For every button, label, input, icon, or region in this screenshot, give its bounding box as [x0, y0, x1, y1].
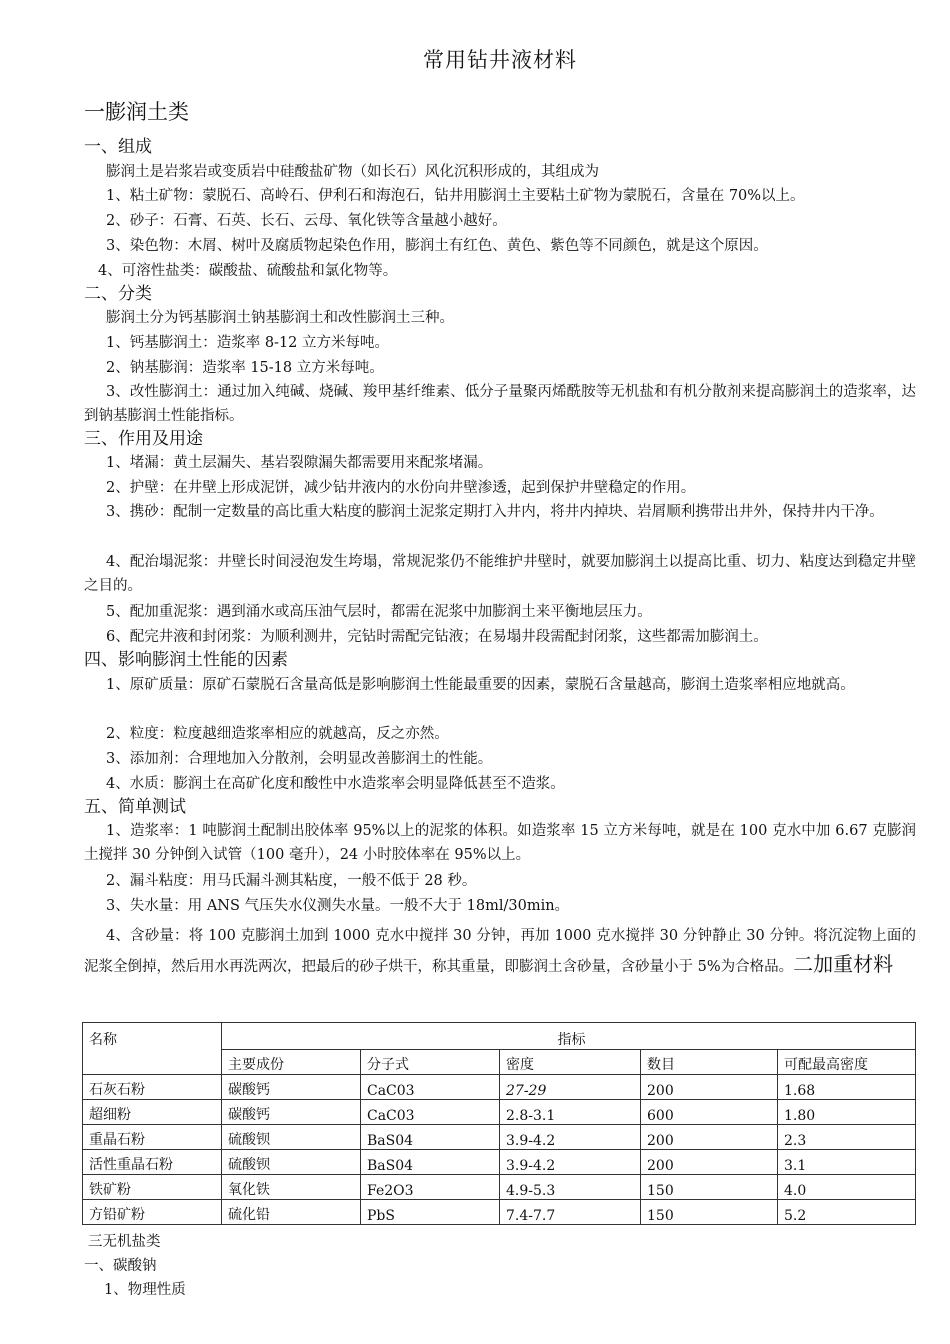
table-cell: 重晶石粉 — [83, 1125, 222, 1150]
table-header-row — [83, 1023, 916, 1050]
table-row — [83, 1075, 916, 1100]
list-item: 2、漏斗粘度：用马氏漏斗测其粘度，一般不低于 28 秒。 — [106, 873, 477, 889]
table-cell: BaS04 — [361, 1150, 500, 1175]
table-cell: BaS04 — [361, 1125, 500, 1150]
list-item: 3、失水量：用 ANS 气压失水仪测失水量。一般不大于 18ml/30min。 — [106, 898, 570, 914]
list-item: 3、染色物：木屑、树叶及腐质物起染色作用，膨润土有红色、黄色、紫色等不同颜色，就是这个原因。 — [106, 238, 768, 254]
list-item: 6、配完井液和封闭浆：为顺利测井，完钻时需配完钻液；在易塌井段需配封闭浆，这些都需加膨润土。 — [106, 629, 768, 645]
table-cell: 200 — [641, 1125, 778, 1150]
list-item — [84, 922, 916, 981]
list-item: 2、护壁：在井壁上形成泥饼，减少钻井液内的水份向井壁渗透，起到保护井壁稳定的作用。 — [106, 480, 696, 496]
table-cell: CaC03 — [361, 1075, 500, 1100]
subsection-heading-composition: 一、组成 — [84, 137, 152, 157]
document-title: 常用钻井液材料 — [423, 48, 577, 72]
table-row — [83, 1150, 916, 1175]
table-cell: 硫化铅 — [222, 1200, 361, 1225]
table-header-group: 指标 — [222, 1023, 916, 1050]
subsection-heading-uses: 三、作用及用途 — [84, 429, 203, 449]
table-cell: 超细粉 — [83, 1100, 222, 1125]
table-cell: 3.1 — [778, 1150, 916, 1175]
table-cell: 2.8-3.1 — [500, 1100, 641, 1125]
table-cell: 1.80 — [778, 1100, 916, 1125]
subsection-heading-classification: 二、分类 — [84, 284, 152, 304]
list-item: 2、砂子：石膏、石英、长石、云母、氧化铁等含量越小越好。 — [106, 213, 507, 229]
table-cell: 7.4-7.7 — [500, 1200, 641, 1225]
list-item: 1、物理性质 — [104, 1282, 186, 1298]
list-item: 3、添加剂：合理地加入分散剂，会明显改善膨润土的性能。 — [106, 751, 493, 767]
table-cell: 2.3 — [778, 1125, 916, 1150]
table-cell: 1.68 — [778, 1075, 916, 1100]
table-cell: 3.9-4.2 — [500, 1150, 641, 1175]
list-item: 4、配治塌泥浆：井壁长时间浸泡发生垮塌，常规泥浆仍不能维护井壁时，就要加膨润土以提高比重、切力、粘度达到稳定井壁之目的。 — [84, 554, 916, 594]
list-item: 4、水质：膨润土在高矿化度和酸性中水造浆率会明显降低甚至不造浆。 — [106, 776, 565, 792]
table-cell: 方铅矿粉 — [83, 1200, 222, 1225]
subsection-heading-factors: 四、影响膨润土性能的因素 — [84, 650, 288, 670]
table-cell: 150 — [641, 1175, 778, 1200]
column-header: 密度 — [500, 1050, 641, 1075]
test-sand-content-text: 4、含砂量：将 100 克膨润土加到 1000 克水中搅拌 30 分钟，再加 1000 克水搅拌 30 分钟静止 30 分钟。将沉淀物上面的泥浆全倒掉，然后用水再洗两次，把最后的砂子烘干，称其重量，即膨润土含砂量，含砂量小于 5%为合格品。 — [84, 928, 916, 975]
section-heading-weighting-materials: 二加重材料 — [793, 952, 894, 976]
column-header: 主要成份 — [222, 1050, 361, 1075]
section-heading-inorganic-salts: 三无机盐类 — [88, 1234, 161, 1250]
table-cell: 碳酸钙 — [222, 1075, 361, 1100]
column-header: 可配最高密度 — [778, 1050, 916, 1075]
list-item: 2、粒度：粒度越细造浆率相应的就越高，反之亦然。 — [106, 726, 449, 742]
weighting-materials-table — [82, 1022, 916, 1225]
list-item: 1、粘土矿物：蒙脱石、高岭石、伊利石和海泡石，钻井用膨润土主要粘土矿物为蒙脱石，含量在 70%以上。 — [106, 188, 805, 204]
table-row — [83, 1200, 916, 1225]
paragraph: 膨润土分为钙基膨润土钠基膨润土和改性膨润土三种。 — [106, 310, 454, 326]
table-cell: 石灰石粉 — [83, 1075, 222, 1100]
table-cell: 150 — [641, 1200, 778, 1225]
list-item: 3、改性膨润土：通过加入纯碱、烧碱、羧甲基纤维素、低分子量聚丙烯酰胺等无机盐和有机分散剂来提高膨润土的造浆率，达到钠基膨润土性能指标。 — [84, 384, 916, 424]
table-cell: CaC03 — [361, 1100, 500, 1125]
subsection-heading-tests: 五、简单测试 — [84, 797, 186, 817]
list-item: 1、堵漏：黄土层漏失、基岩裂隙漏失都需要用来配浆堵漏。 — [106, 455, 493, 471]
table-row — [83, 1175, 916, 1200]
list-item: 3、携砂：配制一定数量的高比重大粘度的膨润土泥浆定期打入井内，将井内掉块、岩屑顺利携带出井外，保持井内干净。 — [106, 504, 884, 520]
table-cell: 氧化铁 — [222, 1175, 361, 1200]
table-cell: 5.2 — [778, 1200, 916, 1225]
table-cell: 4.9-5.3 — [500, 1175, 641, 1200]
table-cell: 碳酸钙 — [222, 1100, 361, 1125]
list-item: 1、造浆率：1 吨膨润土配制出胶体率 95%以上的泥浆的体积。如造浆率 15 立方米每吨，就是在 100 克水中加 6.67 克膨润土搅拌 30 分钟倒入试管（100 毫升），24 小时胶体率在 95%以上。 — [84, 823, 916, 863]
column-header: 数目 — [641, 1050, 778, 1075]
list-item: 5、配加重泥浆：遇到涌水或高压油气层时，都需在泥浆中加膨润土来平衡地层压力。 — [106, 604, 652, 620]
subsection-heading-sodium-carbonate: 一、碳酸钠 — [84, 1258, 157, 1274]
table-cell: 硫酸钡 — [222, 1150, 361, 1175]
table-cell: 200 — [641, 1150, 778, 1175]
table-cell: 600 — [641, 1100, 778, 1125]
list-item: 1、原矿质量：原矿石蒙脱石含量高低是影响膨润土性能最重要的因素，蒙脱石含量越高，膨润土造浆率相应地就高。 — [106, 677, 855, 693]
table-cell: 27-29 — [500, 1075, 641, 1100]
list-item: 1、钙基膨润土：造浆率 8-12 立方米每吨。 — [106, 335, 390, 351]
table-row — [83, 1125, 916, 1150]
table-cell: 活性重晶石粉 — [83, 1150, 222, 1175]
table-row — [83, 1100, 916, 1125]
table-cell: 4.0 — [778, 1175, 916, 1200]
table-cell: 硫酸钡 — [222, 1125, 361, 1150]
list-item: 2、钠基膨润：造浆率 15-18 立方米每吨。 — [106, 360, 384, 376]
table-cell: 3.9-4.2 — [500, 1125, 641, 1150]
table-cell: Fe2O3 — [361, 1175, 500, 1200]
table-cell: PbS — [361, 1200, 500, 1225]
table-cell: 铁矿粉 — [83, 1175, 222, 1200]
table-header-name: 名称 — [83, 1023, 222, 1075]
list-item: 4、可溶性盐类：碳酸盐、硫酸盐和氯化物等。 — [98, 263, 398, 279]
section-heading-bentonite: 一膨润土类 — [84, 100, 189, 124]
paragraph: 膨润土是岩浆岩或变质岩中硅酸盐矿物（如长石）风化沉积形成的，其组成为 — [106, 164, 599, 180]
table-cell: 200 — [641, 1075, 778, 1100]
column-header: 分子式 — [361, 1050, 500, 1075]
